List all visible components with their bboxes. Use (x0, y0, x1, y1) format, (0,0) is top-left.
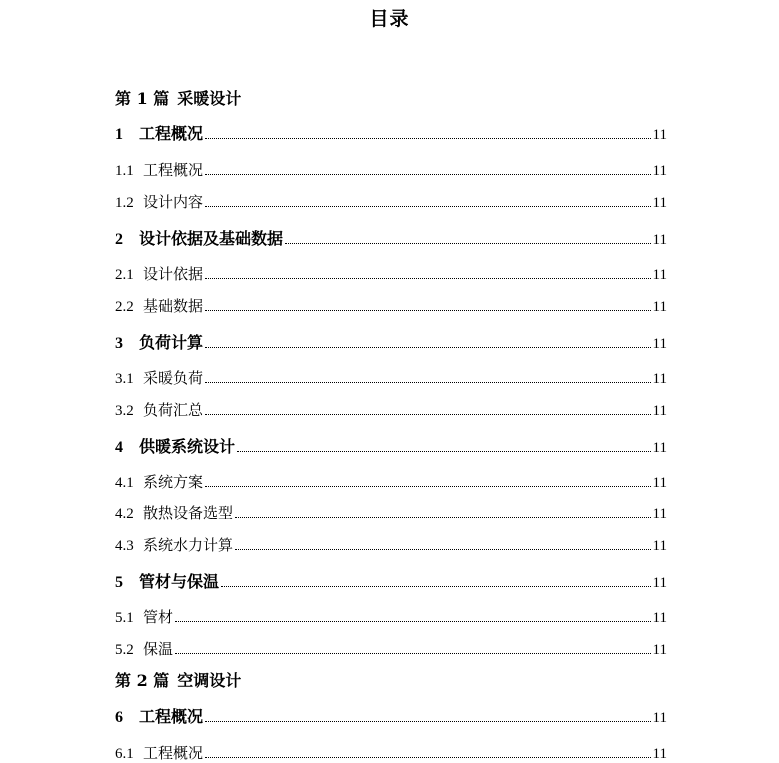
entry-number: 2.1 (115, 267, 134, 283)
toc-entry-chapter[interactable] (115, 703, 667, 727)
entry-page-number: 11 (652, 232, 667, 248)
toc-entry-section[interactable] (115, 364, 667, 388)
entry-title: 散热设备选型 (143, 504, 234, 522)
toc-entry-section[interactable] (115, 396, 667, 420)
entry-page-number: 11 (652, 299, 667, 315)
toc-entry-section[interactable] (115, 188, 667, 212)
toc-entry-chapter[interactable] (115, 568, 667, 592)
entry-page-number: 11 (652, 163, 667, 179)
entry-title: 系统方案 (143, 473, 204, 491)
entry-title: 管材 (143, 608, 174, 626)
toc-entry-section[interactable] (115, 468, 667, 492)
toc-entry-chapter[interactable] (115, 225, 667, 249)
dot-leader (205, 414, 651, 415)
entry-title: 工程概况 (139, 707, 204, 726)
toc-entry-chapter[interactable] (115, 120, 667, 144)
dot-leader (237, 451, 651, 452)
dot-leader (205, 138, 651, 139)
part-title: 采暖设计 (177, 89, 242, 108)
entry-number: 1 (115, 126, 123, 143)
entry-page-number: 11 (652, 538, 667, 554)
dot-leader (235, 549, 651, 550)
entry-title: 管材与保温 (139, 572, 220, 591)
part-title: 空调设计 (177, 671, 242, 690)
entry-page-number: 11 (652, 336, 667, 352)
entry-title: 基础数据 (143, 297, 204, 315)
entry-page-number: 11 (652, 267, 667, 283)
dot-leader (175, 653, 651, 654)
part-number: 第 2 篇 (115, 671, 170, 690)
entry-title: 工程概况 (139, 124, 204, 143)
entry-title: 负荷计算 (139, 333, 204, 352)
entry-page-number: 11 (652, 610, 667, 626)
dot-leader (205, 382, 651, 383)
dot-leader (221, 586, 651, 587)
toc-entry-section[interactable] (115, 156, 667, 180)
dot-leader (205, 310, 651, 311)
entry-number: 6 (115, 709, 123, 726)
toc-entry-section[interactable] (115, 292, 667, 316)
dot-leader (205, 206, 651, 207)
entry-title: 工程概况 (143, 744, 204, 762)
dot-leader (285, 243, 651, 244)
entry-title: 工程概况 (143, 161, 204, 179)
entry-page-number: 11 (652, 506, 667, 522)
dot-leader (205, 486, 651, 487)
entry-number: 5.2 (115, 642, 134, 658)
entry-title: 设计依据 (143, 265, 204, 283)
toc-entry-section[interactable] (115, 260, 667, 284)
dot-leader (205, 278, 651, 279)
dot-leader (205, 757, 651, 758)
part-number: 第 1 篇 (115, 89, 170, 108)
entry-page-number: 11 (652, 575, 667, 591)
entry-number: 3 (115, 335, 123, 352)
toc-entry-section[interactable] (115, 603, 667, 627)
entry-page-number: 11 (652, 371, 667, 387)
dot-leader (235, 517, 651, 518)
entry-title: 系统水力计算 (143, 536, 234, 554)
entry-number: 1.1 (115, 163, 134, 179)
entry-number: 6.1 (115, 746, 134, 762)
entry-number: 5 (115, 574, 123, 591)
dot-leader (205, 721, 651, 722)
toc-entry-section[interactable] (115, 499, 667, 523)
toc-entry-chapter[interactable] (115, 433, 667, 457)
entry-title: 设计内容 (143, 193, 204, 211)
entry-page-number: 11 (652, 710, 667, 726)
entry-number: 4 (115, 439, 123, 456)
part-heading[interactable] (115, 667, 241, 691)
entry-number: 4.2 (115, 506, 134, 522)
entry-number: 2 (115, 231, 123, 248)
entry-page-number: 11 (652, 403, 667, 419)
toc-title: 目录 (369, 8, 410, 30)
entry-page-number: 11 (652, 127, 667, 143)
entry-title: 负荷汇总 (143, 401, 204, 419)
entry-page-number: 11 (652, 746, 667, 762)
entry-page-number: 11 (652, 642, 667, 658)
toc-entry-section[interactable] (115, 531, 667, 555)
part-heading[interactable] (115, 85, 241, 109)
toc-entry-chapter[interactable] (115, 329, 667, 353)
dot-leader (205, 174, 651, 175)
entry-number: 3.1 (115, 371, 134, 387)
toc-entry-section[interactable] (115, 739, 667, 763)
entry-page-number: 11 (652, 475, 667, 491)
dot-leader (205, 347, 651, 348)
dot-leader (175, 621, 651, 622)
toc-entry-section[interactable] (115, 635, 667, 659)
entry-title: 供暖系统设计 (139, 437, 236, 456)
entry-page-number: 11 (652, 440, 667, 456)
entry-number: 1.2 (115, 195, 134, 211)
entry-title: 保温 (143, 640, 174, 658)
entry-number: 5.1 (115, 610, 134, 626)
entry-number: 3.2 (115, 403, 134, 419)
entry-number: 2.2 (115, 299, 134, 315)
entry-page-number: 11 (652, 195, 667, 211)
entry-number: 4.3 (115, 538, 134, 554)
entry-title: 设计依据及基础数据 (139, 229, 284, 248)
entry-number: 4.1 (115, 475, 134, 491)
entry-title: 采暖负荷 (143, 369, 204, 387)
